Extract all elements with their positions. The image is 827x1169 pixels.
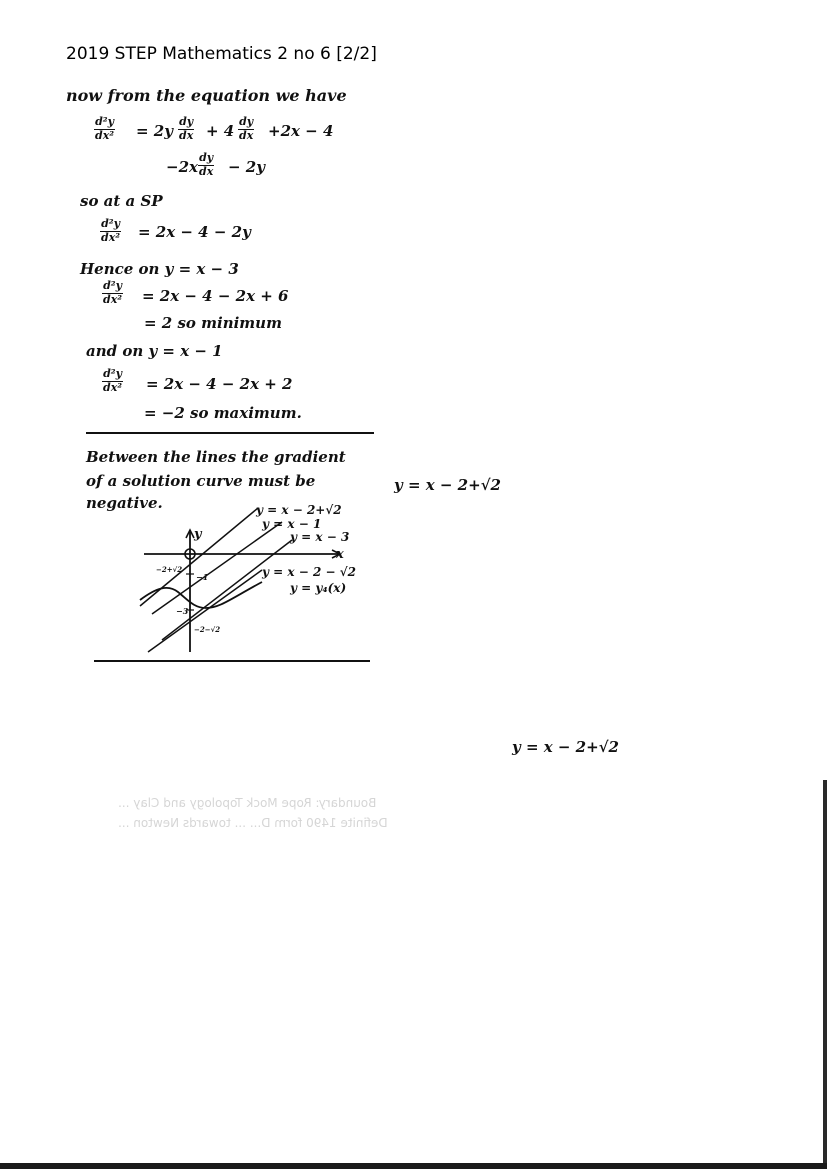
between-line-1: Between the lines the gradient [86,448,346,466]
second-derivative-term-b: + 4 [206,122,235,140]
frac-numerator: d²y [101,217,120,230]
frac-denominator: dx [239,128,254,142]
frac-denominator: dx² [101,230,121,244]
sp-rhs: = 2x − 4 − 2y [138,223,251,241]
frac-numerator: d²y [103,279,122,292]
frac-denominator: dx² [103,292,123,306]
label-line-top: y = x − 2+√2 [256,503,342,517]
frac-denominator: dx² [95,128,115,142]
and-rhs1: = 2x − 4 − 2x + 2 [146,375,293,393]
frac-numerator: dy [239,115,254,128]
tick-label-bottom: −2−√2 [194,625,221,634]
frac-denominator: dx [199,164,214,178]
frac-denominator: dx [179,128,194,142]
hence-line: Hence on y = x − 3 [80,260,239,278]
solution-curve [140,582,262,608]
frac-numerator: dy [179,115,194,128]
working-intro: now from the equation we have [66,86,347,105]
second-derivative-line2-a: −2x [166,158,198,176]
margin-note-2: y = x − 2+√2 [512,738,619,756]
label-line-bottom: y = x − 2 − √2 [262,565,356,579]
frac-numerator: d²y [103,367,122,380]
hence-rhs2: = 2 so minimum [144,314,282,332]
bleed-through-line-1: Boundary: Rope Mock Topology and Clay ... [118,796,377,810]
page-title: 2019 STEP Mathematics 2 no 6 [2/2] [66,44,377,64]
and-rhs2: = −2 so maximum. [144,404,302,422]
line-bottom [148,570,262,652]
axis-label-x: x [336,547,344,562]
margin-note-1: y = x − 2+√2 [394,476,501,494]
tick-label-m1: −1 [196,572,209,582]
scan-bottom-edge [0,1163,827,1169]
frac-numerator: d²y [95,115,114,128]
second-derivative-term-a: = 2y [136,122,173,140]
tick-label-m3: −3 [176,606,189,616]
between-line-3: negative. [86,494,163,512]
line-x-minus-3 [162,540,292,640]
sp-intro: so at a SP [80,192,163,210]
and-line: and on y = x − 1 [86,342,223,360]
second-derivative-term-c: +2x − 4 [268,122,334,140]
tick-label-left: −2+√2 [156,565,183,574]
second-derivative-line2-b: − 2y [228,158,265,176]
frac-denominator: dx² [103,380,123,394]
between-line-2: of a solution curve must be [86,472,316,490]
label-solution-curve: y = y₄(x) [290,581,347,595]
bleed-through-line-2: Definite 1490 form D... ... towards Newton ... [118,816,388,830]
scan-right-edge [823,780,827,1169]
separator-rule-2 [94,660,370,662]
label-line-x-minus-3: y = x − 3 [290,530,350,544]
axis-label-y: y [194,527,202,542]
label-line-x-minus-1: y = x − 1 [262,517,322,531]
frac-numerator: dy [199,151,214,164]
hence-rhs1: = 2x − 4 − 2x + 6 [142,287,289,305]
line-top [140,508,258,606]
